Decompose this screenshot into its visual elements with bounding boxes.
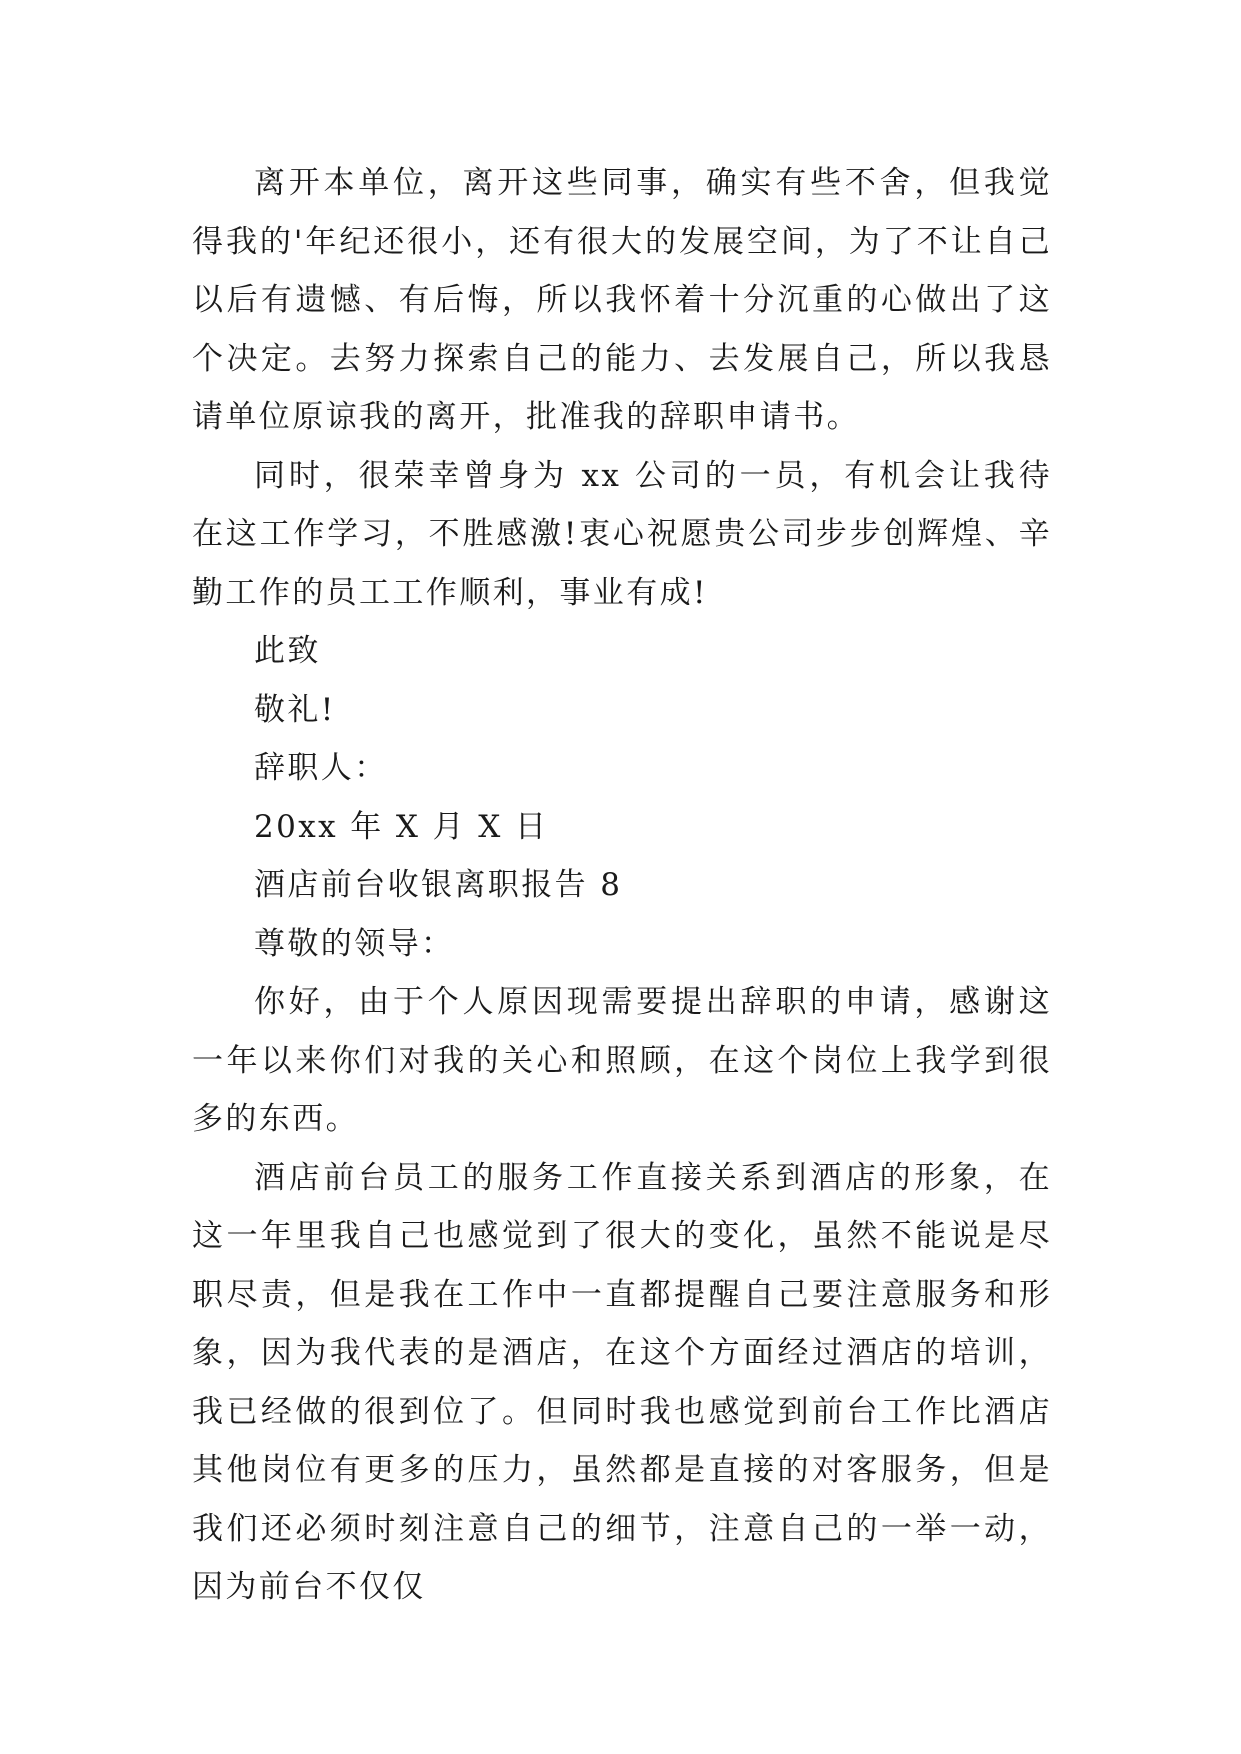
- closing-regards: 敬礼!: [254, 691, 336, 728]
- document-body: [192, 154, 1052, 1617]
- signature-label: 辞职人：: [254, 750, 388, 786]
- greeting: 尊敬的领导：: [254, 925, 455, 962]
- date-line: 20xx 年 X 月 X 日: [254, 808, 549, 845]
- paragraph-intro: 你好，由于个人原因现需要提出辞职的申请，感谢这一年以来你们对我的关心和照顾，在这个岗位上我学到很多的东西。: [192, 984, 1052, 1137]
- closing-salutation: 此致: [254, 633, 321, 669]
- paragraph-thanks: 同时，很荣幸曾身为 xx 公司的一员，有机会让我待在这工作学习，不胜感激!衷心祝愿贵公司步步创辉煌、辛勤工作的员工工作顺利，事业有成!: [192, 457, 1052, 611]
- section-title: 酒店前台收银离职报告 8: [254, 867, 623, 903]
- paragraph-service: 酒店前台员工的服务工作直接关系到酒店的形象，在这一年里我自己也感觉到了很大的变化，虽然不能说是尽职尽责，但是我在工作中一直都提醒自己要注意服务和形象，因为我代表的是酒店，在这个方面经过酒店的培训，我已经做的很到位了。但同时我也感觉到前台工作比酒店其他岗位有更多的压力，虽然都是直接的对客服务，但是我们还必须时刻注意自己的细节，注意自己的一举一动，因为前台不仅仅: [192, 1159, 1052, 1605]
- paragraph-reason: 离开本单位，离开这些同事，确实有些不舍，但我觉得我的'年纪还很小，还有很大的发展空间，为了不让自己以后有遗憾、有后悔，所以我怀着十分沉重的心做出了这个决定。去努力探索自己的能力、去发展自己，所以我恳请单位原谅我的离开，批准我的辞职申请书。: [192, 165, 1052, 435]
